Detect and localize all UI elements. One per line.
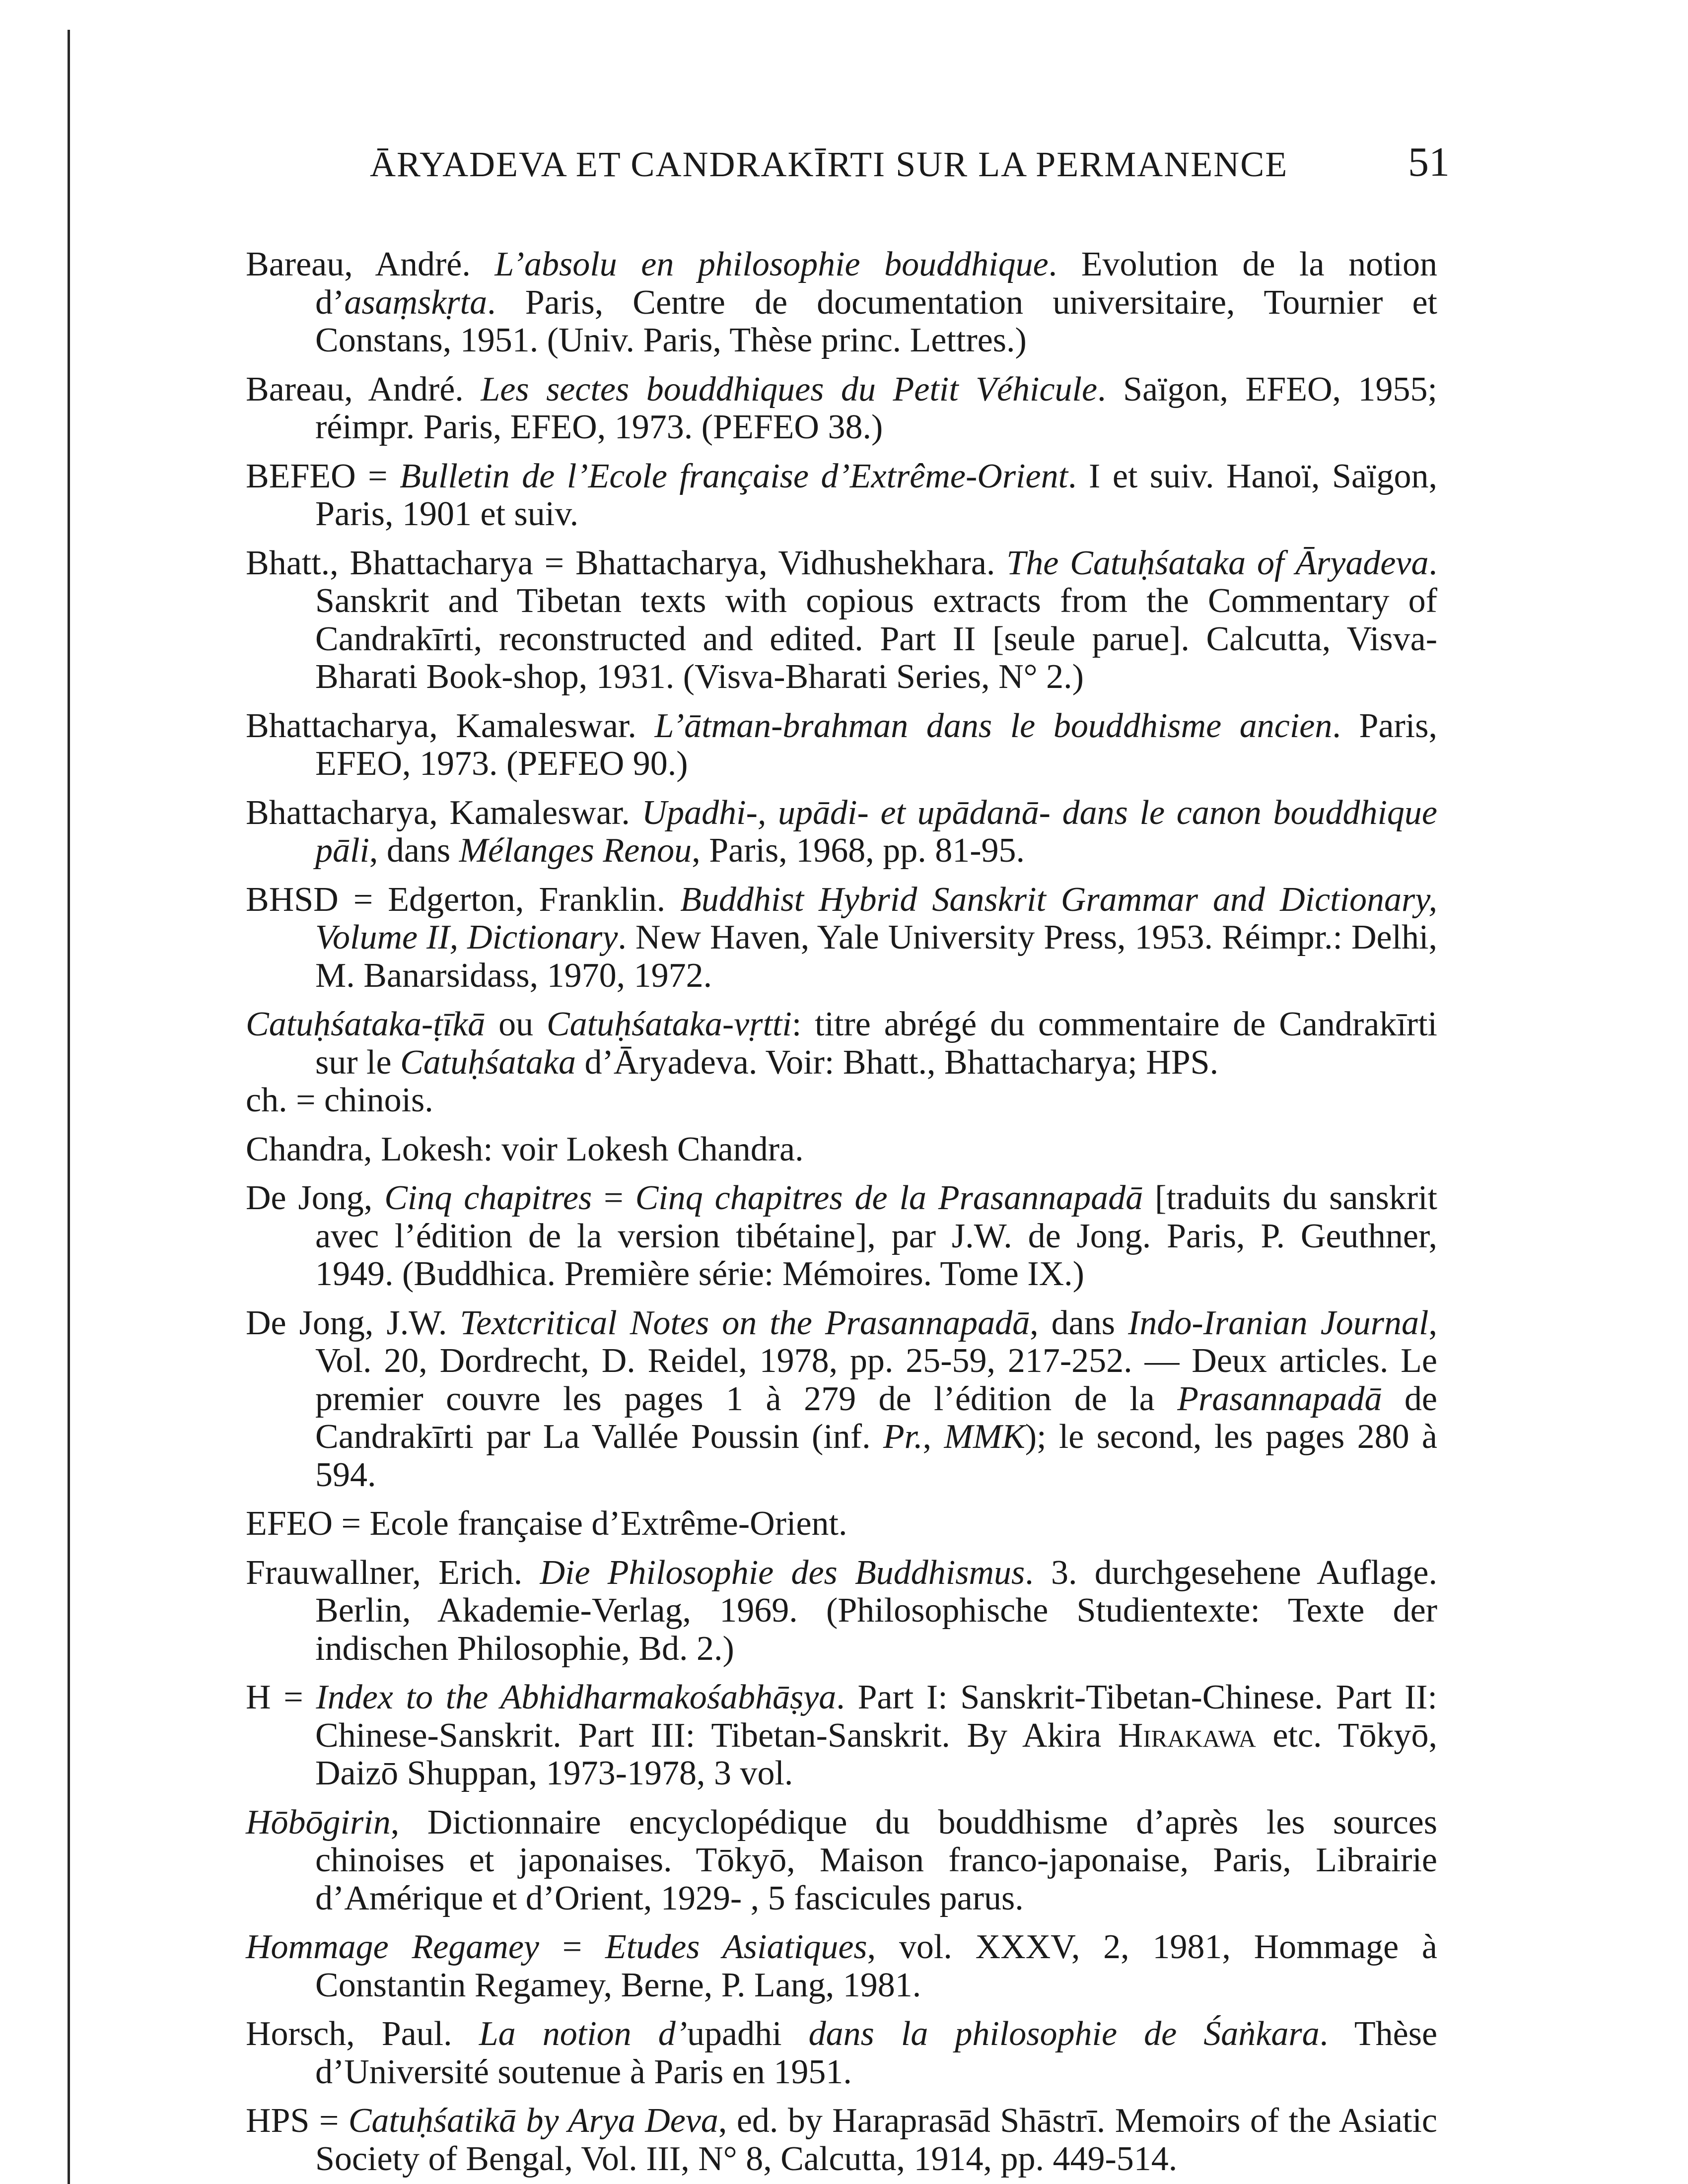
entry-text: Frauwallner, Erich. xyxy=(246,1553,540,1592)
entry-text: = xyxy=(592,1179,635,1217)
bibliography-entry-dejong-2 xyxy=(246,1304,1437,1495)
entry-text: upadhi xyxy=(687,2015,782,2053)
entry-text: . Part I: Sanskrit-Tibetan-Chinese. Part II: Chinese-Sanskrit. Part III: Tibetan-Sanskrit. By Akira xyxy=(315,1678,1438,1755)
binding-edge xyxy=(68,30,70,2184)
bibliography-entry-bhatt xyxy=(246,545,1437,696)
entry-text: , vol. XXXV, 2, 1981, Hommage à Constantin Regamey, Berne, P. Lang, 1981. xyxy=(315,1928,1437,2004)
bibliography-list xyxy=(246,246,1437,2178)
italic-title-text: Bulletin de l’Ecole française d’Extrême-Orient xyxy=(400,457,1068,495)
italic-title-text: Cinq chapitres xyxy=(384,1179,592,1217)
entry-text: . Sanskrit and Tibetan texts with copious extracts from the Commentary of Candrakīrti, reconstructed and edited. Part II [seule parue]. Calcutta, Visva-Bharati Book-shop, 1931. (Visva-Bharati Series, N° 2.) xyxy=(315,544,1437,696)
entry-text: . I et suiv. Hanoï, Saïgon, Paris, 1901 et suiv. xyxy=(315,457,1437,533)
italic-title-text: dans la philosophie de Śaṅkara xyxy=(781,2015,1320,2053)
italic-title-text: Hommage Regamey xyxy=(246,1928,539,1966)
italic-title-text: La notion d’ xyxy=(479,2015,688,2053)
entry-text: De Jong, J.W. xyxy=(246,1303,460,1342)
italic-title-text: MMK xyxy=(944,1418,1025,1456)
entry-text: ch. = chinois. xyxy=(246,1081,433,1119)
italic-title-text: Etudes Asiatiques xyxy=(605,1928,867,1966)
entry-text: d’Āryadeva. Voir: Bhatt., Bhattacharya; HPS. xyxy=(575,1043,1219,1082)
bibliography-entry-hps xyxy=(246,2102,1437,2178)
italic-title-text: Pr. xyxy=(883,1418,923,1456)
entry-text: Bhatt., Bhattacharya = Bhattacharya, Vidhushekhara. xyxy=(246,544,1007,582)
entry-text: de Candrakīrti par La Vallée Poussin (inf. xyxy=(315,1379,1437,1456)
italic-title-text: Textcritical Notes on the Prasannapadā xyxy=(460,1303,1030,1342)
entry-text: , Paris, 1968, pp. 81-95. xyxy=(692,831,1025,870)
entry-text: HPS = xyxy=(246,2102,349,2140)
entry-text: EFEO = Ecole française d’Extrême-Orient. xyxy=(246,1504,847,1543)
entry-text: Bhattacharya, Kamaleswar. xyxy=(246,706,655,745)
italic-title-text: L’absolu en philosophie bouddhique xyxy=(494,245,1049,283)
running-title: ĀRYADEVA ET CANDRAKĪRTI SUR LA PERMANENCE xyxy=(370,144,1288,184)
entry-text: , ed. by Haraprasād Shāstrī. Memoirs of the Asiatic Society of Bengal, Vol. III, N° 8, Calcutta, 1914, pp. 449-514. xyxy=(315,2102,1437,2178)
entry-text: Bhattacharya, Kamaleswar. xyxy=(246,793,642,832)
italic-title-text: Mélanges Renou xyxy=(459,831,692,870)
italic-title-text: Cinq chapitres de la Prasannapadā xyxy=(635,1179,1143,1217)
entry-text: BHSD = Edgerton, Franklin. xyxy=(246,880,681,919)
entry-text: De Jong, xyxy=(246,1179,385,1217)
bibliography-entry-h xyxy=(246,1679,1437,1793)
bibliography-entry-hommage xyxy=(246,1928,1437,2004)
bibliography-entry-dejong-1 xyxy=(246,1179,1437,1294)
entry-text: etc. Tōkyō, Daizō Shuppan, 1973-1978, 3 vol. xyxy=(315,1716,1437,1792)
entry-text: . Paris, EFEO, 1973. (PEFEO 90.) xyxy=(315,706,1437,783)
italic-title-text: Les sectes bouddhiques du Petit Véhicule xyxy=(481,370,1098,409)
bibliography-entry-horsch xyxy=(246,2015,1437,2091)
page-number: 51 xyxy=(1408,139,1450,185)
entry-text: H = xyxy=(246,1678,316,1716)
bibliography-entry-bareau-2 xyxy=(246,371,1437,447)
entry-text: Bareau, André. xyxy=(246,245,495,283)
entry-text: [traduits du sanskrit avec l’édition de la version tibétaine], par J.W. de Jong. Paris, P. Geuthner, 1949. (Buddhica. Première série: Mémoires. Tome IX.) xyxy=(315,1179,1437,1293)
bibliography-entry-ch xyxy=(246,1082,1437,1120)
bibliography-entry-bhsd xyxy=(246,881,1437,995)
italic-title-text: Catuḥśataka xyxy=(400,1043,576,1082)
italic-title-text: L’ātman-brahman dans le bouddhisme ancien xyxy=(654,706,1333,745)
entry-text: . Saïgon, EFEO, 1955; réimpr. Paris, EFEO, 1973. (PEFEO 38.) xyxy=(315,370,1437,446)
entry-text: Chandra, Lokesh: voir Lokesh Chandra. xyxy=(246,1130,804,1168)
bibliography-entry-bhattacharya-k-2 xyxy=(246,794,1437,870)
bibliography-entry-bhattacharya-k-1 xyxy=(246,707,1437,783)
entry-text: Horsch, Paul. xyxy=(246,2015,479,2053)
bibliography-entry-frauwallner xyxy=(246,1554,1437,1668)
entry-text: ou xyxy=(485,1005,547,1043)
entry-text: , Dictionnaire encyclopédique du bouddhisme d’après les sources chinoises et japonaises. Tōkyō, Maison franco-japonaise, Paris, Librairie d’Amérique et d’Orient, 1929- , 5 fascicules parus. xyxy=(315,1803,1437,1917)
italic-title-text: Indo-Iranian Journal xyxy=(1128,1303,1429,1342)
entry-text: , dans xyxy=(369,831,459,870)
entry-text: . Evolution de la notion d’ xyxy=(315,245,1438,322)
italic-title-text: Buddhist Hybrid Sanskrit Grammar and Dictionary, Volume II, Dictionary xyxy=(315,880,1437,956)
entry-text: , xyxy=(922,1418,944,1456)
italic-title-text: Catuḥśataka-vṛtti xyxy=(546,1005,792,1043)
entry-text: . Thèse d’Université soutenue à Paris en 1951. xyxy=(315,2015,1438,2091)
italic-title-text: The Catuḥśataka of Āryadeva xyxy=(1006,544,1429,582)
bibliography-entry-bareau-1 xyxy=(246,246,1437,360)
bibliography-entry-efeo xyxy=(246,1505,1437,1543)
entry-text: Bareau, André. xyxy=(246,370,481,409)
entry-text: Hirakawa xyxy=(1118,1716,1256,1755)
italic-title-text: Catuḥśatikā by Arya Deva xyxy=(348,2102,718,2140)
italic-title-text: Prasannapadā xyxy=(1177,1379,1382,1418)
entry-text: . 3. durchgesehene Auflage. Berlin, Akademie-Verlag, 1969. (Philosophische Studientexte: Texte der indischen Philosophie, Bd. 2.) xyxy=(315,1553,1437,1668)
entry-text: , dans xyxy=(1030,1303,1128,1342)
bibliography-entry-catuhsataka xyxy=(246,1006,1437,1082)
entry-text: ); le second, les pages 280 à 594. xyxy=(315,1418,1437,1494)
entry-text: = xyxy=(539,1928,605,1966)
entry-text: . Paris, Centre de documentation universitaire, Tournier et Constans, 1951. (Univ. Paris, Thèse princ. Lettres.) xyxy=(315,283,1437,359)
entry-text: : titre abrégé du commentaire de Candrakīrti sur le xyxy=(315,1005,1437,1082)
italic-title-text: Catuḥśataka-ṭīkā xyxy=(246,1005,486,1043)
entry-text: BEFEO = xyxy=(246,457,400,495)
bibliography-entry-befeo xyxy=(246,458,1437,534)
italic-title-text: Index to the Abhidharmakośabhāṣya xyxy=(316,1678,837,1716)
entry-text: . New Haven, Yale University Press, 1953. Réimpr.: Delhi, M. Banarsidass, 1970, 1972. xyxy=(315,918,1437,995)
italic-title-text: Upadhi-, upādi- et upādanā- dans le canon bouddhique pāli xyxy=(315,793,1437,870)
bibliography-entry-hobogirin xyxy=(246,1804,1437,1918)
entry-text: , Vol. 20, Dordrecht, D. Reidel, 1978, pp. 25-59, 217-252. — Deux articles. Le premier couvre les pages 1 à 279 de l’édition de la xyxy=(315,1303,1437,1418)
italic-title-text: Hōbōgirin xyxy=(246,1803,391,1842)
italic-title-text: Die Philosophie des Buddhismus xyxy=(540,1553,1025,1592)
italic-title-text: asaṃskṛta xyxy=(344,283,488,322)
bibliography-entry-chandra xyxy=(246,1131,1437,1169)
